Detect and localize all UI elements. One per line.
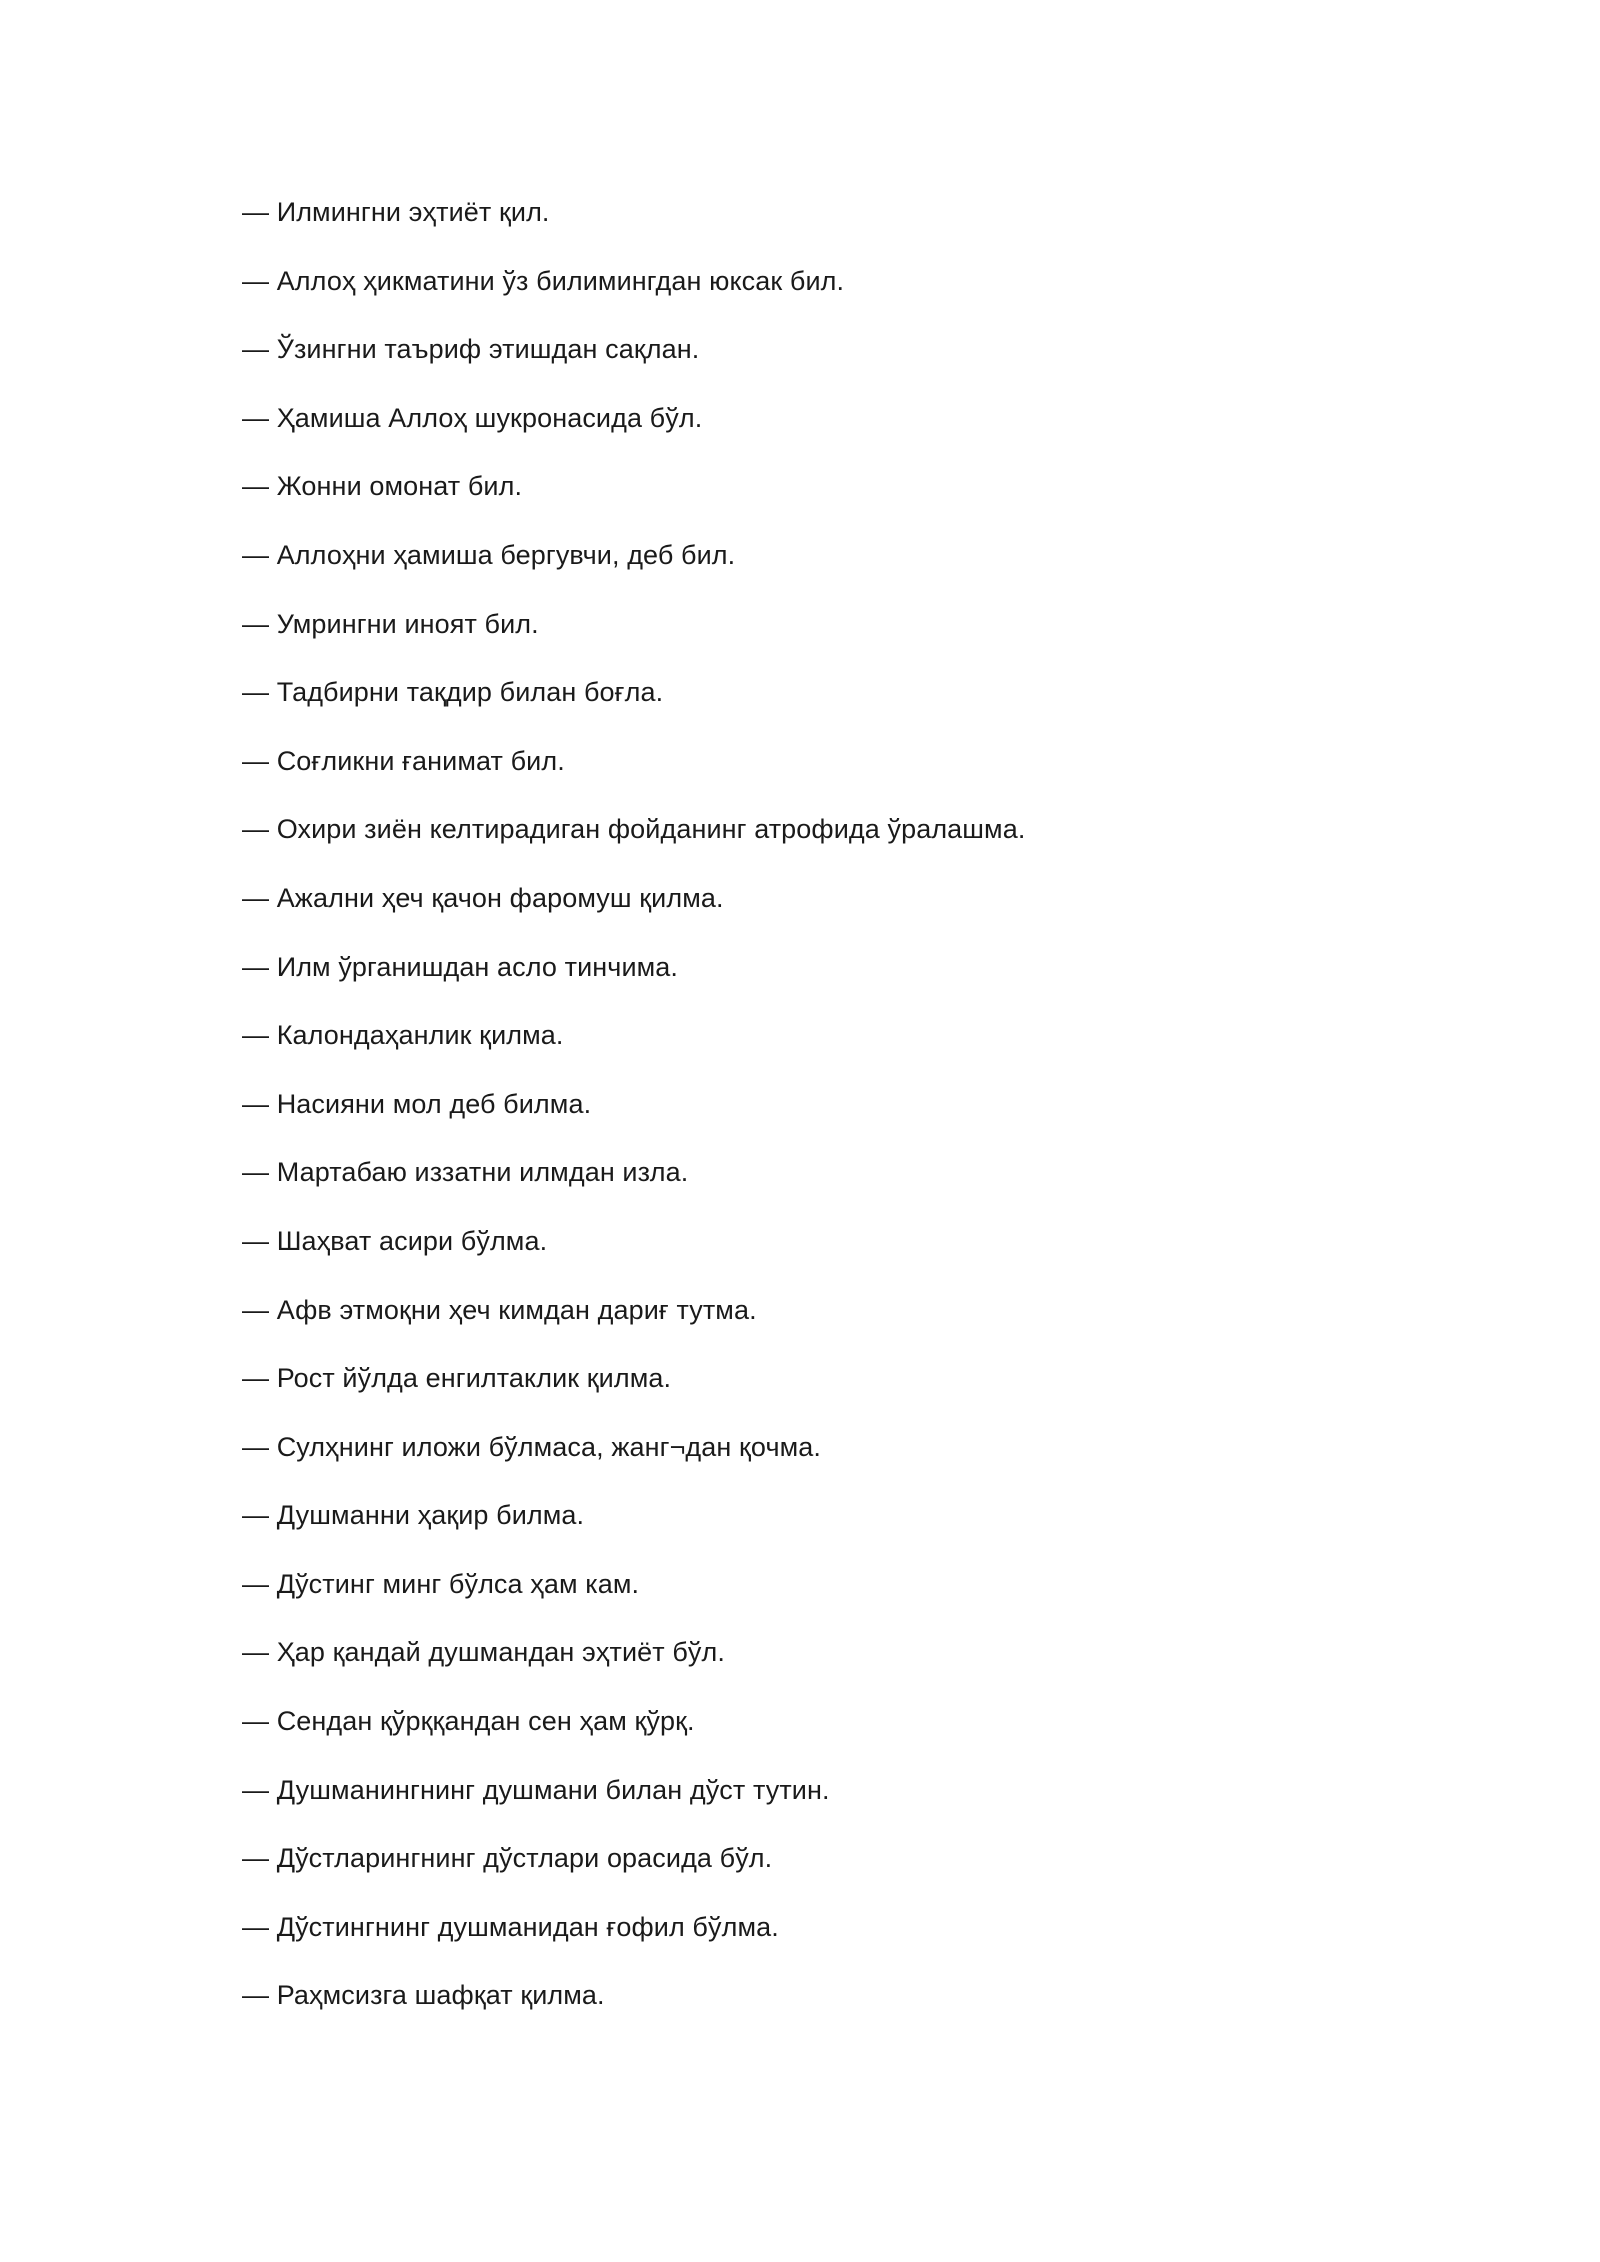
list-item: — Рост йўлда енгилтаклик қилма. [242, 1363, 672, 1394]
list-item: — Дўстингнинг душманидан ғофил бўлма. [242, 1911, 779, 1942]
list-item: — Илм ўрганишдан асло тинчима. [242, 951, 679, 982]
list-item: — Умрингни иноят бил. [242, 608, 539, 639]
list-item: — Калондаҳанлик қилма. [242, 1020, 564, 1051]
list-item: — Сендан қўрққандан сен ҳам қўрқ. [242, 1706, 695, 1737]
list-item: — Дўстинг минг бўлса ҳам кам. [242, 1568, 640, 1599]
list-item: — Ажални ҳеч қачон фаромуш қилма. [242, 882, 724, 913]
list-item: — Сулҳнинг иложи бўлмаса, жанг¬дан қочма. [242, 1431, 821, 1462]
list-item: — Тадбирни тақдир билан боғла. [242, 677, 664, 708]
list-item: — Соғликни ғанимат бил. [242, 745, 565, 776]
maxims-list [242, 190, 1025, 2042]
list-item: — Мартабаю иззатни илмдан изла. [242, 1157, 689, 1188]
list-item: — Жонни омонат бил. [242, 471, 523, 502]
list-item: — Ҳар қандай душмандан эҳтиёт бўл. [242, 1637, 725, 1668]
list-item: — Ўзингни таъриф этишдан сақлан. [242, 334, 700, 365]
list-item: — Дўстларингнинг дўстлари орасида бўл. [242, 1843, 773, 1874]
list-item: — Аллоҳни ҳамиша бергувчи, деб бил. [242, 539, 736, 570]
list-item: — Охири зиён келтирадиган фойданинг атрофида ўралашма. [242, 814, 1026, 845]
list-item: — Насияни мол деб билма. [242, 1088, 592, 1119]
list-item: — Афв этмоқни ҳеч кимдан дариғ тутма. [242, 1294, 757, 1325]
list-item: — Душманни ҳақир билма. [242, 1500, 585, 1531]
list-item: — Илмингни эҳтиёт қил. [242, 197, 550, 227]
list-item: — Ҳамиша Аллоҳ шукронасида бўл. [242, 402, 703, 433]
list-item: — Шаҳват асири бўлма. [242, 1225, 548, 1256]
list-item: — Аллоҳ ҳикматини ўз билимингдан юксак бил. [242, 265, 845, 296]
list-item: — Душманингнинг душмани билан дўст тутин. [242, 1774, 830, 1805]
list-item: — Раҳмсизга шафқат қилма. [242, 1980, 605, 2011]
